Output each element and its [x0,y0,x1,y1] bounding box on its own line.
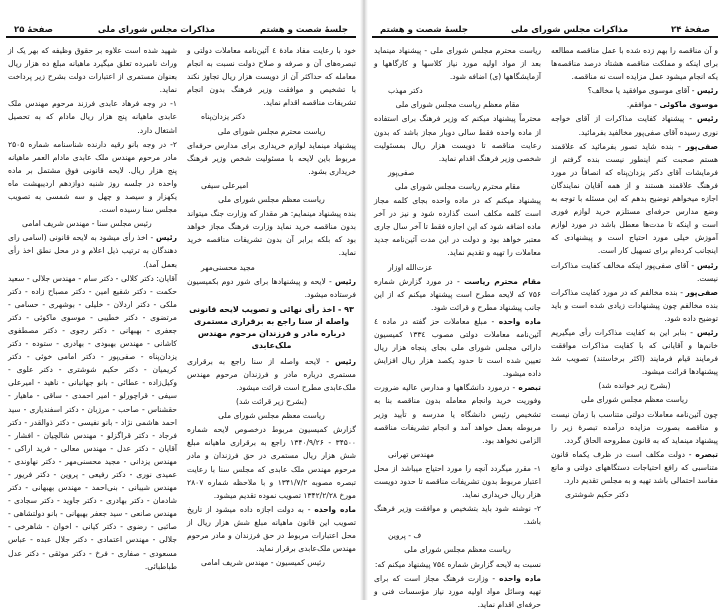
paragraph: و آن مناقصه را بهم زده شده با عمل مناقصه مطالعه برای اینکه و مملکت مناقصه هشتاد درصد مناقصه‌ها یکه انجام میشود عمل مزایده است نه مناقصه. [551,46,718,82]
paragraph: مقام معظم ریاست مجلس شورای ملی [395,100,520,110]
paragraph: (بشرح زیر خوانده شد) [598,381,671,391]
page-number: صفحهٔ ۲۴ [671,25,710,35]
paragraph: خود با رعایت مفاد مادهٔ ٤ آئین‌نامه معاملات دولتی و تبصره‌های آن و صرفه و صلاح دولت نسبت به انجام معامله که حداکثر آن از دویست هزار ریال تجاوز نکند با تشخیص و موافقت وزیر فرهنگ بدون انجام تشریفات مناقصه اقدام نماید. [187,46,356,108]
text-column [374,44,541,609]
paragraph: ماده واحده - مبلغ معاملات حز گفته در ماده ٤ آئین‌نامه معاملات دولتی مصوب ۱۳۳٤ کمیسیون دارائی مجلس شورای ملی بجای پنجاه هزار ریال تعیین شده است تا حدود یکصد هزار ریال افزایش داده میشود. [374,316,541,379]
paragraph: گزارش کمیسیون مربوط درخصوص لایحه شماره ۳۴۵۰۰ - ۱۳۴۰/۹/۲۶ راجع به برقراری ماهیانه مبلغ شش هزار ریال مستمری در حق فرزندان و مادر مرحوم مهندس ملک عابدی که مجلس سنا با رعایت تبصره مصوبه ۱۳۴۱/۷/۲ و با ملاحظه شماره ۲۸۰۷ مورخ ۱۳۴۲/۲/۲۸ تصویب نموده تقدیم میشود. [187,425,357,500]
speaker-name: تبصره [518,383,541,393]
speaker-name: مقام محترم ریاست [464,276,541,286]
signature: رئیس کمیسیون - مهندس شریف امامی [201,558,325,568]
page-number: صفحهٔ ۲۵ [14,25,53,35]
paragraph: ریاست محترم مجلس شورای ملی [217,126,326,136]
speaker-name: موسوی ماکوئی [659,100,718,110]
paragraph: صفی‌پور - بنده شاید تصور بفرمائید که علاقمند هستم صحبت کنم اینطور نیست بنده گرفتم از فرمایشات آقای دکتر یزدان‌پناه که انصافاً در مورد فرهنگ علاقمند هستند و از همه آقایان نمایندگان اجازه میخواهم توضیح بدهم که این مسئله با توجه به وضع مدارس حرفه‌ای مستلزم خرید لوازم فوری است و اینکه تا مدت‌ها معطل باشد در مورد لوازم آموزش خیلی مورد احتیاج است و پیشنهادی که اینجانب کرده‌ام برای تسهیل کار است. [551,141,718,256]
paragraph: رئیس - آقای موسوی موافقید یا مخالف؟ [587,86,718,96]
signature: صفی‌پور [388,167,415,177]
speaker-name: ماده واحده [499,573,541,583]
paragraph: رئیس - لایحه واصله از سنا راجع به برقراری مستمری درباره مادر و فرزندان مرحوم مهندس ملک‌عابدی مطرح است قرائت میشود. [187,356,356,392]
signature: رئیس مجلس سنا - مهندس شریف امامی [22,219,152,229]
paragraph: ریاست معظم مجلس شورای ملی [218,195,325,205]
paragraph: نسبت به لایحه گزارش شماره ۷۵٤ پیشنهاد میکنم که: [374,559,541,569]
paragraph: مقام محترم ریاست - در مورد گزارش شماره ۷۵۶ که لایحه مطرح است پیشنهاد میکنم که از این جانب پیشنهاد مطرح و قرائت شود. [374,276,541,312]
paragraph: ۲- نوشته شود باید بتشخیص و موافقت وزیر فرهنگ باشد. [374,504,541,527]
paragraph: پیشنهاد مینماید لوازم خریداری برای مدارس حرفه‌ای مربوط باین لایحه با مسئولیت شخص وزیر فرهنگ خریداری بشود. [187,140,356,176]
signature: مجید محسنی‌مهر [201,262,255,272]
paragraph: رئیس - اخذ رأی میشود به لایحه قانونی (اسامی رای دهندگان به ترتیب ذیل اعلام و در محل نطق اخذ رأی بعمل آمد). [8,233,177,269]
paragraph: موسوی ماکوئی - موافقم. [626,100,718,110]
paragraph: رئیس - پیشنهاد کفایت مذاکرات از آقای خواجه نوری رسیده آقای صفی‌پور مخالفید بفرمائید. [551,114,718,137]
paragraph: رئیس - لایحه و پیشنهادها برای شور دوم بکمیسیون فرستاده میشود. [187,276,356,299]
signature: مهندس تهرانی [388,449,434,459]
signature: دکتر یزدان‌پناه [201,112,245,122]
paragraph: تبصره - درمورد دانشگاهها و مدارس عالیه ضرورت وفوریت خرید وانجام معامله بدون مناقصه بنا به تشخیص رئیس دانشگاه یا مدرسه و تأیید وزیر مربوطه بعمل خواهد آمد و انجام تشریفات مناقصه الزامی نخواهد بود. [374,383,541,445]
paragraph: بنده پیشنهاد مینمایم: هر مقدار که وزارت جنگ میتواند بدون مناقصه خرید نماید وزارت فرهنگ مجاز خواهد بود که بلکه برابر آن بدون تشریفات مناقصه خرید نماید. [187,209,356,258]
paragraph: چون آئین‌نامه معاملات دولتی متناسب با زمان نیست و مناقصه بصورت مزایده درآمده تبصرهٔ زیر را پیشنهاد مینماید که به قانون مطروحه الحاق گردد. [551,409,718,445]
paragraph: ریاست محترم مجلس شورای ملی - پیشنهاد مینماید بعد از مواد اولیه مورد نیاز کلاسها و کارگاهها و آزمایشگاهها (ی) اضافه شود. [374,46,541,82]
speaker-name: ماده واحده [314,504,356,514]
signature: دکتر حکیم شوشتری [565,490,629,500]
signature: دکتر مهذب [388,86,423,96]
paragraph: آقایان: دکتر کلالی - دکتر سام - مهندس جلالی - سعید حکمت - دکتر شفیع امین - دکتر مصباح زاده - دکتر ملکی - دکتر اردلان - خلیلی - بوشهری - حسامی - مرتضوی - دکتر خطیبی - موسوی ماکوئی - دکتر جعفری - بهبهانی - دکتر رجوی - دکتر مصطفوی کاشانی - مهندس بهبودی - بهادری - ستوده - دکتر یزدان‌پناه - صفی‌پور - دکتر امامی خوئی - دکتر کریمیان - دکتر حکیم شوشتری - دکتر علوی - وکیل‌زاده - عطائی - بانو جهانبانی - ناهید - امیرعلی سیفی - قراچورلو - امیر احمدی - ساقی - ماهیار - حقشناس - صاحب - مرزبان - دکتر اسفندیاری - سید احمد هاشمی نژاد - بانو نفیسی - دکتر ذوالقدر - دکتر فرجاد - دکتر قراگزلو - مهندس شالچیان - افشار - آقایان - دکتر عدل - مهندس معالی - فرید اراکی - مهندس یزدانی - مجید محسنی‌مهر - دکتر نهاوندی - عمیدی نوری - دکتر رفیعی - پروین - دکتر فریور - مهندس شیبانی - بنی‌احمد - مهندس بهبهانی - دکتر شادمان - دکتر بهادری - دکتر جاوید - دکتر سجادی - مهندس صانعی - سید جعفر بهبهانی - بانو دولتشاهی - صائبی - رضوی - دکتر کیانی - اخوان - شاهرخی - جلالی - مهندس اعتمادی - دکتر جلال عبده - عباس مسعودی - صفاری - فرخ - دکتر موثقی - دکتر عدل طباطبائی. [8,273,177,571]
running-title: مذاکرات مجلس شورای ملی [97,25,216,35]
paragraph: ریاست معظم مجلس شورای ملی [581,395,688,405]
speaker-name: تبصره [695,449,718,459]
session-label: جلسهٔ شصت و هشتم [380,25,468,35]
page-header [6,24,356,38]
text-columns [374,44,718,609]
paragraph: رئیس - بنابر این به کفایت مذاکرات رأی میگیریم خانم‌ها و آقایانی که با کفایت مذاکرات موافقت فرمایند قیام فرمایند (اکثر برخاستند) تصویب شد پیشنهادها قرائت میشود. [551,327,718,377]
page-header [372,24,718,38]
running-title: مذاکرات مجلس شورای ملی [510,25,629,35]
page-right [366,0,724,609]
text-column [551,44,718,594]
paragraph: ریاست معظم مجلس شورای ملی [404,545,511,555]
paragraph: ریاست معظم مجلس شورای ملی [218,411,325,421]
speaker-name: رئیس [155,233,177,243]
speaker-name: رئیس [334,276,356,286]
paragraph: مقام محترم ریاست مجلس شورای ملی [394,181,521,191]
speaker-name: رئیس [696,86,718,96]
page-left [0,0,362,600]
speaker-name: ماده واحده [498,316,541,326]
section-heading: ۹۳ - اخذ رأی نهائی و تصویب لایحه قانونی واصله از سنا راجع به برقراری مستمری درباره مادر و فرزندان مرحوم مهندس ملک‌عابدی [189,304,354,350]
paragraph: (بشرح زیر قرائت شد) [236,397,307,407]
session-label: جلسهٔ شصت و هشتم [260,25,348,35]
signature: ف - پروین [388,531,422,541]
paragraph: محترماً پیشنهاد میکنم که وزیر فرهنگ برای استفاده از ماده واحده فقط سالی دوبار مجاز باشد که بدون رعایت مناقصه تا دویست هزار ریال بمسئولیت شخصی وزیر فرهنگ اقدام نماید. [374,114,541,163]
speaker-name: صفی‌پور [685,141,718,151]
paragraph: پیشنهاد میکنم که در ماده واحده بجای کلمه مجاز است کلمه مکلف است گذارده شود و نیز در آخر ماده اضافه شود که این اجازه فقط تا آخر سال جاری معتبر خواهد بود و دولت در این مدت آئین‌نامه جدید معاملات را تهیه و تقدیم نماید. [374,196,541,258]
paragraph: ۲- در وجه بانو رقیه دارنده شناسنامه شماره ۲۵۰۵ مادر مرحوم مهندس ملک عابدی مادام العمر ماهیانه پنج هزار ریال. لایحه قانونی فوق مشتمل بر ماده واحده در جلسه روز شنبه دوازدهم اردیبهشت ماه یکهزار و سیصد و چهل و سه شمسی به تصویب مجلس سنا رسیده است. [8,139,177,215]
speaker-name: صفی‌پور [685,287,718,297]
paragraph: ۱- در وجه فرهاد عابدی فرزند مرحوم مهندس ملک عابدی ماهیانه پنج هزار ریال مادام که به تحصیل اشتغال دارد. [8,99,177,135]
paragraph: ۱- مقرر میگردد آنچه را مورد احتیاج میباشد از محل اعتبار مربوط بدون تشریفات مناقصه تا حدود دویست هزار ریال خریداری نماید. [374,463,541,500]
text-columns [8,44,356,594]
speaker-name: رئیس [696,114,718,124]
paragraph: صفی‌پور - بنده مخالفم که در مورد کفایت مذاکرات بنده مخالفم چون پیشنهادات زیادی شده است و باید توضیح داده شود. [551,287,718,323]
speaker-name: رئیس [696,327,718,337]
paragraph: رئیس - آقای صفی‌پور اینکه مخالف کفایت مذاکرات نیست. [551,260,718,283]
paragraph: ماده واحده - به دولت اجازه داده میشود از تاریخ تصویب این قانون ماهیانه مبلغ شش هزار ریال از محل اعتبارات مربوط در حق فرزندان و مادر مرحوم مهندس ملک‌عابدی برقرار نماید. [187,504,356,554]
paragraph: تبصره - دولت مکلف است در ظرف یکماه قانون متناسبی که رافع احتیاجات دستگاههای دولتی و مانع مفاسد احتمالی باشد تهیه و به مجلس تقدیم دارد. [551,449,718,485]
text-column [187,44,356,594]
paragraph: شهید شده است علاوه بر حقوق وظیفه که بهر یک از وراث نامبرده تعلق میگیرد ماهیانه مبلغ ده هزار ریال بعنوان مستمری از اعتبارات دولت بشرح زیر پرداخت نماید. [8,46,177,95]
text-column [8,44,177,594]
signature: عزت‌الله اوزار [388,262,433,272]
signature: امیرعلی سیفی [201,180,249,190]
paragraph: ماده واحده - وزارت فرهنگ مجاز است که برای تهیه وسائل مواد اولیه مورد نیاز مؤسسات فنی و حرفه‌ای اقدام نماید. [374,573,541,609]
speaker-name: رئیس [334,356,356,366]
speaker-name: رئیس [696,260,718,270]
